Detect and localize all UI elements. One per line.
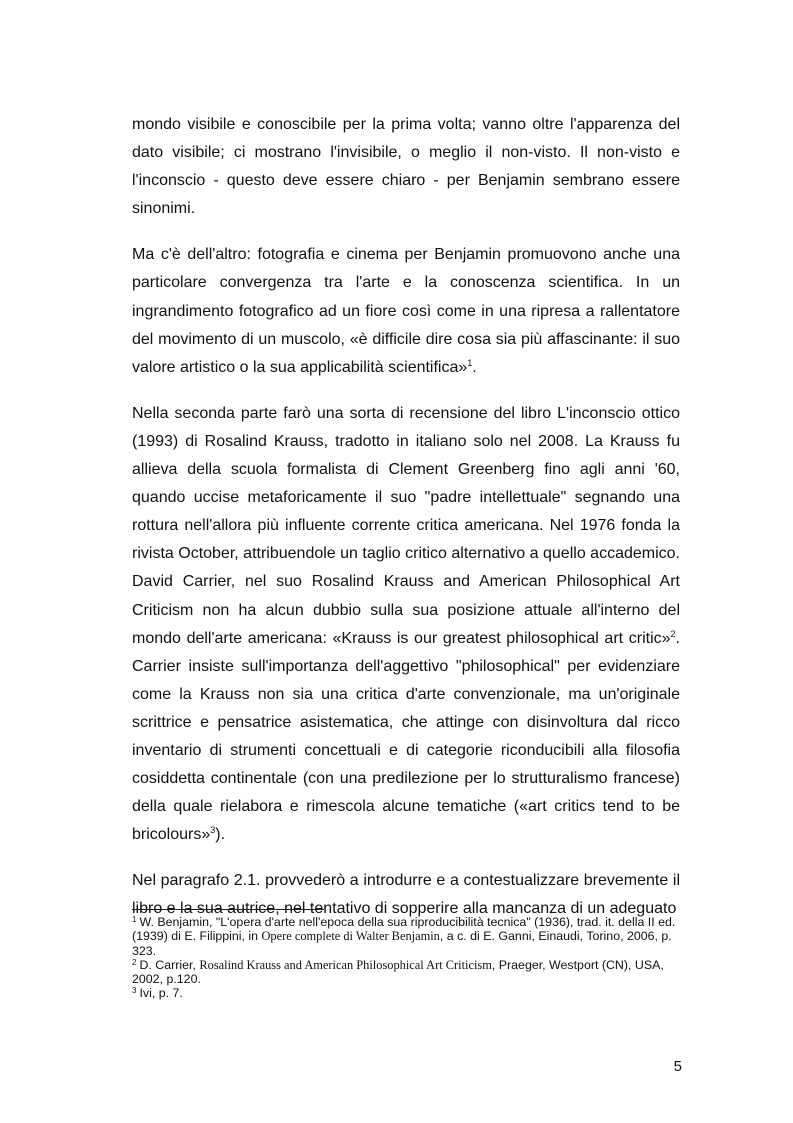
paragraph-1-text: mondo visibile e conoscibile per la prima volta; vanno oltre l'apparenza del dato visibile; ci mostrano l'invisibile, o meglio il non-visto. Il non-visto e l'inconscio - questo deve essere chiaro - per Benjamin sembrano essere sinonimi. <box>132 116 680 218</box>
paragraph-3-text-a: Nella seconda parte farò una sorta di recensione del libro L'inconscio ottico (1993) di Rosalind Krauss, tradotto in italiano solo nel 2008. La Krauss fu allieva della scuola formalista di Clement Greenberg fino agli anni '60, quando uccise metaforicamente il suo "padre intellettuale" segnando una rottura nell'allora più influente corrente critica americana. Nel 1976 fonda la rivista October, attribuendole un taglio critico alternativo a quello accademico. David Carrier, nel suo Rosalind Krauss and American Philosophical Art Criticism non ha alcun dubbio sulla sua posizione attuale all'interno del mondo dell'arte americana: «Krauss is our greatest philosophical art critic» <box>132 404 680 647</box>
footnote-ref-1[interactable]: 1 <box>467 357 473 368</box>
footnote-1-number: 1 <box>132 915 137 924</box>
main-text <box>132 111 680 942</box>
footnote-3-text: Ivi, p. 7. <box>139 986 183 1001</box>
page-number: 5 <box>673 1058 682 1075</box>
paragraph-2-text: Ma c'è dell'altro: fotografia e cinema per Benjamin promuovono anche una particolare convergenza tra l'arte e la conoscenza scientifica. In un ingrandimento fotografico ad un fiore così come in una ripresa a rallentatore del movimento di un muscolo, «è difficile dire cosa sia più affascinante: il suo valore artistico o la sua applicabilità scientifica» <box>132 246 680 376</box>
footnote-separator <box>132 909 324 910</box>
footnotes <box>132 915 680 1001</box>
paragraph-3 <box>132 400 680 850</box>
footnote-3-number: 3 <box>132 986 137 996</box>
paragraph-2 <box>132 241 680 381</box>
paragraph-3-text-b: . Carrier insiste sull'importanza dell'aggettivo "philosophical" per evidenziare come la Krauss non sia una critica d'arte convenzionale, ma un'originale scrittrice e pensatrice asistematica, che attinge con disinvoltura dal ricco inventario di strumenti concettuali e di categorie riconducibili alla filosofia cosiddetta continentale (con una predilezione per lo strutturalismo francese) della quale rielabora e rimescola alcune tematiche («art critics tend to be bricolours» <box>132 629 680 844</box>
footnote-1-text-a: W. Benjamin, "L'opera d'arte nell'epoca della sua riproducibilità tecnica" (1936), trad. it. della II ed. (1939) di E. Filippini, in <box>132 915 676 944</box>
footnote-2-text-a: D. Carrier, <box>139 957 200 972</box>
footnote-1 <box>132 915 680 958</box>
footnote-2-number: 2 <box>132 957 137 967</box>
paragraph-3-text-c: ). <box>215 826 226 844</box>
footnote-ref-2[interactable]: 2 <box>670 628 676 639</box>
paragraph-2-end: . <box>472 358 477 376</box>
footnote-2-book-title: Rosalind Krauss and American Philosophical Art Criticism <box>199 957 492 972</box>
footnote-ref-3[interactable]: 3 <box>210 825 216 836</box>
paragraph-1 <box>132 111 680 223</box>
footnote-3 <box>132 986 680 1000</box>
footnote-2 <box>132 958 680 987</box>
footnote-2-text-b: , Praeger, Westport (CN), USA, 2002, p.120. <box>132 957 664 987</box>
footnote-1-text-b: , a c. di E. Ganni, Einaudi, Torino, 2006, p. 323. <box>132 929 672 958</box>
paragraph-4-text: Nel paragrafo 2.1. provvederò a introdurre e a contestualizzare brevemente il libro e la sua autrice, nel tentativo di sopperire alla mancanza di un adeguato <box>132 872 680 918</box>
footnote-1-book-title: Opere complete di Walter Benjamin <box>261 929 440 944</box>
